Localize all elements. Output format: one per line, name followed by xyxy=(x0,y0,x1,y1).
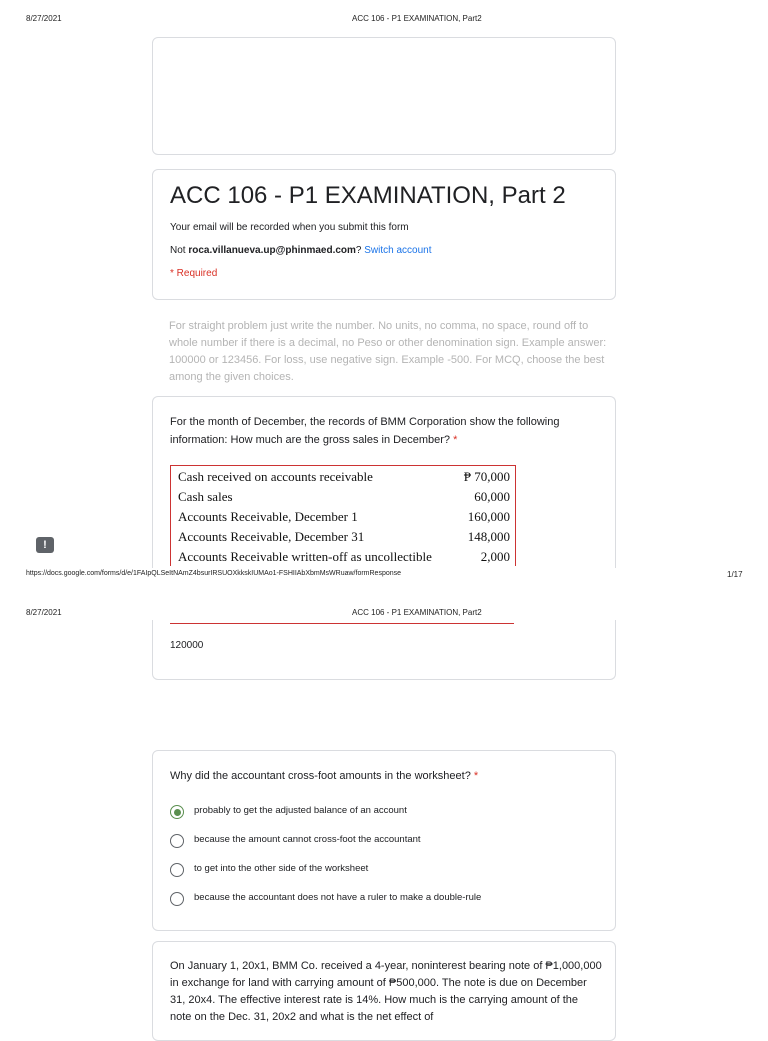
not-prefix: Not xyxy=(170,245,189,256)
answer-text[interactable]: 120000 xyxy=(170,640,204,651)
question-3-card xyxy=(152,941,616,1041)
table-row xyxy=(171,526,515,546)
table-row xyxy=(171,546,515,566)
form-header-image xyxy=(152,37,616,155)
question-1-body: For the month of December, the records of BMM Corporation show the following information: How much are the gross sales in December? xyxy=(170,416,560,446)
question-1-text xyxy=(170,413,602,449)
radio-icon[interactable] xyxy=(170,892,184,906)
option-label: probably to get the adjusted balance of an account xyxy=(194,805,407,816)
print-page-number: 1/17 xyxy=(727,570,743,579)
radio-icon[interactable] xyxy=(170,863,184,877)
row-value: 148,000 xyxy=(467,529,510,544)
account-line xyxy=(170,245,432,256)
email-notice: Your email will be recorded when you submit this form xyxy=(170,222,409,233)
row-value: 160,000 xyxy=(467,509,510,524)
data-table-image xyxy=(170,465,516,566)
question-mark: ? xyxy=(355,245,362,256)
row-label: Accounts Receivable, December 31 xyxy=(178,529,365,544)
question-2-text xyxy=(170,767,602,785)
question-2-card xyxy=(152,750,616,931)
row-value: 2,000 xyxy=(480,549,510,564)
radio-selected-icon[interactable] xyxy=(170,805,184,819)
radio-icon[interactable] xyxy=(170,834,184,848)
switch-account-link[interactable]: Switch account xyxy=(364,245,432,256)
report-icon[interactable]: ! xyxy=(36,537,54,553)
question-1-card-continued xyxy=(152,620,616,680)
form-title: ACC 106 - P1 EXAMINATION, Part 2 xyxy=(170,182,566,209)
form-title-card xyxy=(152,169,616,300)
print-doc-title-2: ACC 106 - P1 EXAMINATION, Part2 xyxy=(352,608,482,617)
account-email: roca.villanueva.up@phinmaed.com xyxy=(188,245,356,256)
option-label: because the accountant does not have a ruler to make a double-rule xyxy=(194,892,482,903)
required-note: * Required xyxy=(170,268,218,279)
table-bottom-edge xyxy=(170,620,514,624)
table-row xyxy=(171,466,515,486)
row-value: ₱ 70,000 xyxy=(463,469,510,484)
table-row xyxy=(171,506,515,526)
instructions-text: For straight problem just write the number. No units, no comma, no space, round off to whole number if there is a decimal, no Peso or other denomination sign. Example answer: 100000 or 123456. For loss, use negative sign. Example -500. For MCQ, choose the best among the given choices. xyxy=(169,320,607,383)
print-date: 8/27/2021 xyxy=(26,14,62,23)
required-star: * xyxy=(453,434,458,446)
option-label: because the amount cannot cross-foot the accountant xyxy=(194,834,421,845)
row-value: 60,000 xyxy=(474,489,510,504)
row-label: Cash received on accounts receivable xyxy=(178,469,373,484)
row-label: Cash sales xyxy=(178,489,233,504)
print-url: https://docs.google.com/forms/d/e/1FAIpQLSeItNAmZ4bsurIRSUOXkkskIUMAo1-FSHIIAbXbmMsWRuaw/formResponse xyxy=(26,570,402,577)
option-label: to get into the other side of the worksheet xyxy=(194,863,369,874)
print-date-2: 8/27/2021 xyxy=(26,608,62,617)
required-star: * xyxy=(473,770,479,782)
question-3-text: On January 1, 20x1, BMM Co. received a 4-year, noninterest bearing note of ₱1,000,000 in exchange for land with carrying amount of ₱500,000. The note is due on December 31, 20x4. The effective interest rate is 14%. How much is the carrying amount of the note on the Dec. 31, 20x2 and what is the net effect of xyxy=(170,960,602,1023)
table-row xyxy=(171,486,515,506)
row-label: Accounts Receivable written-off as uncollectible xyxy=(178,549,432,564)
question-2-body: Why did the accountant cross-foot amounts in the worksheet? xyxy=(170,770,471,782)
print-doc-title: ACC 106 - P1 EXAMINATION, Part2 xyxy=(352,14,482,23)
question-1-card xyxy=(152,396,616,568)
row-label: Accounts Receivable, December 1 xyxy=(178,509,358,524)
